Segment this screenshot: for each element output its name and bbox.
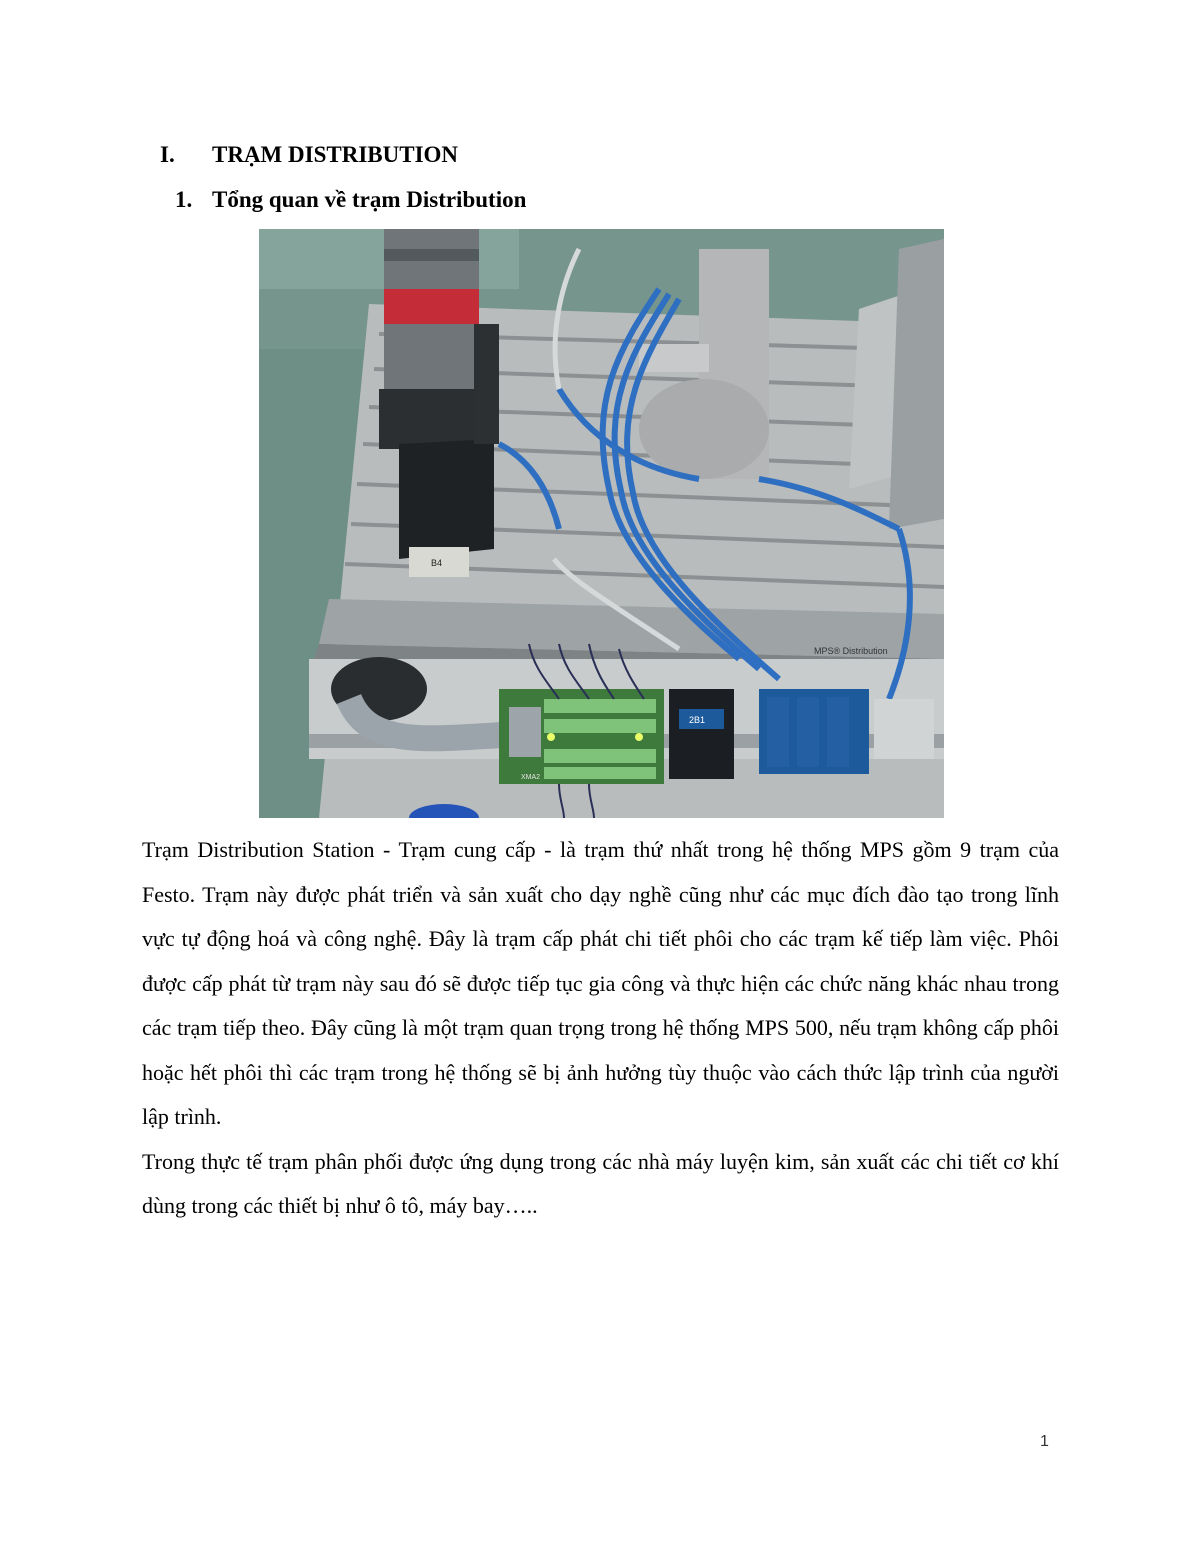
page-number: 1	[1040, 1433, 1049, 1450]
module-tag: MPS® Distribution	[814, 646, 888, 656]
subsection-heading	[175, 187, 526, 213]
section-heading	[160, 142, 458, 168]
section-number: I.	[160, 142, 175, 167]
sensor-tag: B4	[431, 558, 443, 568]
section-title: TRẠM DISTRIBUTION	[212, 142, 459, 167]
subsection-title: Tổng quan về trạm Distribution	[212, 187, 527, 212]
valve-tag: 2B1	[689, 715, 706, 725]
station-photo	[259, 229, 944, 818]
paragraph: Trong thực tế trạm phân phối được ứng dụng trong các nhà máy luyện kim, sản xuất các chi tiết cơ khí dùng trong các thiết bị như ô tô, máy bay…..	[142, 1148, 1059, 1218]
board-tag: XMA2	[521, 774, 541, 781]
subsection-number: 1.	[175, 187, 193, 212]
paragraph: Trạm Distribution Station - Trạm cung cấp - là trạm thứ nhất trong hệ thống MPS gồm 9 trạm của Festo. Trạm này được phát triển và sản xuất cho dạy nghề cũng như các mục đích đào tạo trong lĩnh vực tự động hoá và công nghệ. Đây là trạm cấp phát chi tiết phôi cho các trạm kế tiếp làm việc. Phôi được cấp phát từ trạm này sau đó sẽ được tiếp tục gia công và thực hiện các chức năng khác nhau trong các trạm tiếp theo. Đây cũng là một trạm quan trọng trong hệ thống MPS 500, nếu trạm không cấp phôi hoặc hết phôi thì các trạm trong hệ thống sẽ bị ảnh hưởng tùy thuộc vào cách thức lập trình của người lập trình.	[142, 837, 1059, 1129]
body-text	[142, 828, 1059, 1229]
